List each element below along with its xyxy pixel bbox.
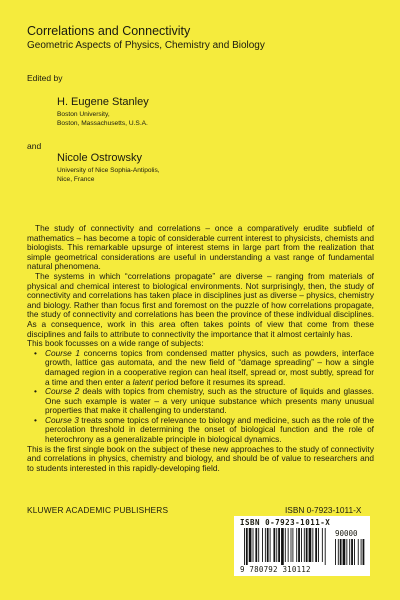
blurb-paragraph-3: This book focusses on a wide range of subjects: — [27, 338, 204, 349]
course-3-label: Course 3 — [45, 414, 79, 425]
course-3-text: treats some topics of relevance to biology and medicine, such as the role of the percolation threshold in determining the onset of biological function and the role of heterochrony as a generalizable principle in biological dynamics. — [45, 414, 375, 445]
editor-location-2: Nice, France — [57, 176, 95, 183]
editor-location-1: Boston, Massachusetts, U.S.A. — [57, 120, 148, 127]
bullet-icon: • — [34, 347, 37, 358]
edited-by-label: Edited by — [27, 73, 63, 83]
bullet-icon: • — [34, 414, 37, 425]
barcode-isbn: ISBN 0-7923-1011-X — [240, 518, 331, 527]
book-title: Correlations and Connectivity — [27, 24, 191, 38]
course-2-text: deals with topics from chemistry, such as the structure of liquids and glasses. One such example is water – a very unique substance which presents many unusual properties that make it challenging to understand. — [45, 386, 374, 416]
bullet-icon: • — [34, 386, 37, 397]
blurb — [27, 224, 374, 473]
course-1-text: concerns topics from condensed matter physics, such as powders, interface growth, lattice gas automata, and the new field of “damage spreading” – how a single damaged region in a cooperative region can heal itself, spread or, most subtly, spread for a time and then enter a — [45, 347, 374, 387]
course-item-3 — [34, 414, 375, 445]
editor-affiliation-2: University of Nice Sophia-Antipolis, — [57, 167, 160, 174]
book-subtitle: Geometric Aspects of Physics, Chemistry and Biology — [27, 40, 265, 51]
blurb-paragraph-1: The study of connectivity and correlations – once a comparatively erudite subfield of mathematics – has become a topic of considerable current interest to physicists, chemists and biologists. This remarkable upsurge of interest stems in large part from the realization that simple geometrical considerations are useful in understanding a vast range of fundamental natural phenomena. — [27, 223, 374, 272]
barcode-price-code: 90000 — [335, 529, 358, 538]
course-item-2 — [34, 386, 374, 416]
course-2-label: Course 2 — [45, 386, 80, 397]
course-list — [27, 349, 374, 445]
editor-affiliation-1: Boston University, — [57, 111, 110, 118]
barcode-number: 9 780792 310112 — [240, 565, 311, 574]
course-1-italic: latent — [132, 376, 153, 387]
blurb-paragraph-4: This is the first single book on the subject of these new approaches to the study of connectivity and correlations in physics, chemistry and biology, and should be of value to researchers and to students interested in this rapidly-developing field. — [27, 443, 374, 473]
isbn-text: ISBN 0-7923-1011-X — [285, 505, 362, 515]
course-1-tail: period before it resumes its spread. — [152, 376, 286, 387]
editor-name-1: H. Eugene Stanley — [57, 96, 149, 108]
publisher-name: KLUWER ACADEMIC PUBLISHERS — [27, 505, 169, 515]
editor-name-2: Nicole Ostrowsky — [57, 152, 142, 164]
course-item-1 — [34, 347, 374, 387]
and-label: and — [27, 141, 42, 151]
course-1-label: Course 1 — [45, 347, 80, 358]
blurb-paragraph-2: The systems in which “correlations propagate” are diverse – ranging from materials of physical and chemical interest to biological environments. Not surprisingly, then, the study of connectivity and correlations has taken place in disciplines just as diverse – physics, chemistry and biology. Rather than focus first and foremost on the puzzle of how correlations propagate, the study of connectivity and correlations has been the province of these individual disciplines. As a consequence, work in this area often takes points of view that come from these disciplines and fails to attribute to connectivity the importance that it almost certainly has. — [27, 270, 374, 339]
barcode — [234, 516, 370, 576]
